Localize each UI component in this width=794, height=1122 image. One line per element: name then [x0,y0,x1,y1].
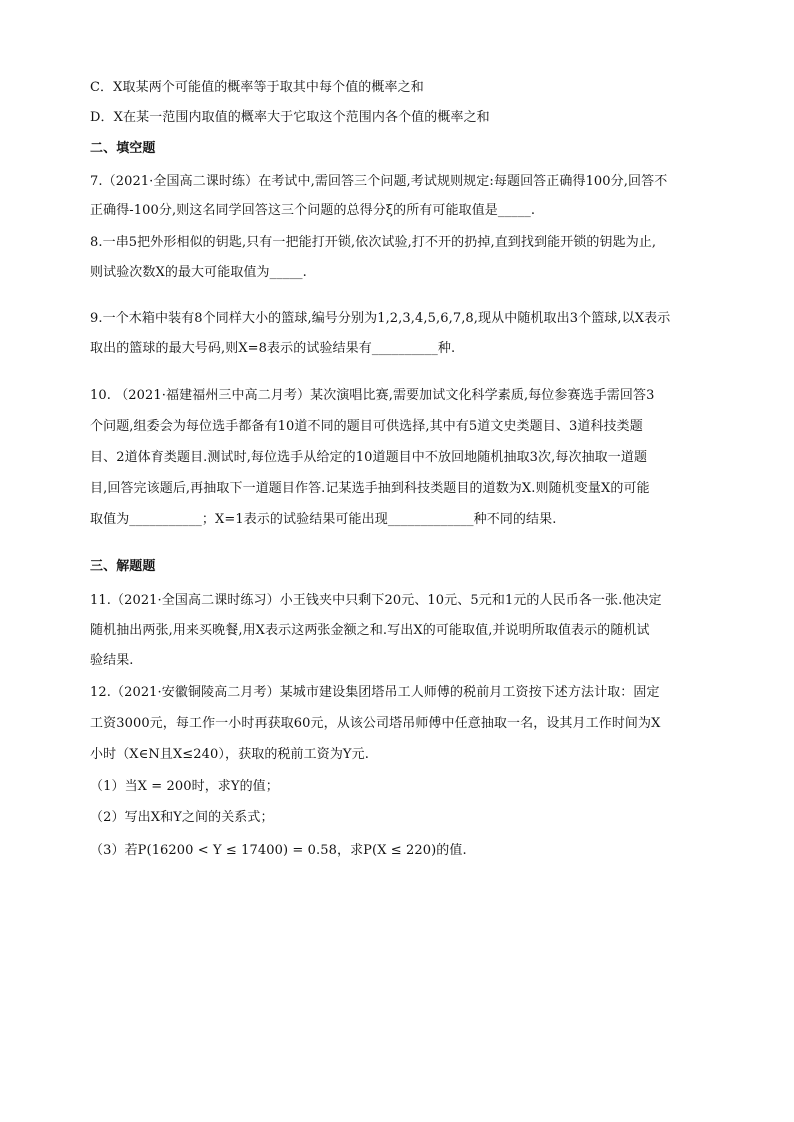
question-7-line-2: 正确得-100分,则这名同学回答这三个问题的总得分ξ的所有可能取值是_____. [90,203,536,218]
question-10-line-1: 10. （2021·福建福州三中高二月考）某次演唱比赛,需要加试文化科学素质,每位参赛选手需回答3 [90,388,655,403]
question-10-line-3: 目、2道体育类题目.测试时,每位选手从给定的10道题目中不放回地随机抽取3次,每次抽取一道题 [90,450,648,465]
question-12-part-3: （3）若P(16200 < Y ≤ 17400) = 0.58，求P(X ≤ 220)的值. [90,843,467,858]
option-d: D．X在某一范围内取值的概率大于它取这个范围内各个值的概率之和 [90,110,490,125]
question-11-line-1: 11.（2021·全国高二课时练习）小王钱夹中只剩下20元、10元、5元和1元的人民币各一张.他决定 [90,593,662,608]
question-7-line-1: 7.（2021·全国高二课时练）在考试中,需回答三个问题,考试规则规定:每题回答正确得100分,回答不 [90,174,668,189]
question-10-line-2: 个问题,组委会为每位选手都备有10道不同的题目可供选择,其中有5道文史类题目、3道科技类题 [90,419,643,434]
question-11-line-3: 验结果. [90,653,134,668]
question-10-line-4: 目,回答完该题后,再抽取下一道题目作答.记某选手抽到科技类题目的道数为X.则随机变量X的可能 [90,481,650,496]
question-9-line-2: 取出的篮球的最大号码,则X=8表示的试验结果有__________种. [90,341,456,356]
question-11-line-2: 随机抽出两张,用来买晚餐,用X表示这两张金额之和.写出X的可能取值,并说明所取值表示的随机试 [90,623,650,638]
section-fill-in-heading: 二、填空题 [90,141,156,156]
question-9-line-1: 9.一个木箱中装有8个同样大小的篮球,编号分别为1,2,3,4,5,6,7,8,现从中随机取出3个篮球,以X表示 [90,311,671,326]
question-8-line-1: 8.一串5把外形相似的钥匙,只有一把能打开锁,依次试验,打不开的扔掉,直到找到能开锁的钥匙为止, [90,235,657,250]
question-8-line-2: 则试验次数X的最大可能取值为_____. [90,265,307,280]
question-12-line-1: 12.（2021·安徽铜陵高二月考）某城市建设集团塔吊工人师傅的税前月工资按下述方法计取：固定 [90,685,660,700]
question-12-part-1: （1）当X = 200时，求Y的值； [90,779,279,794]
question-12-line-3: 小时（X∈N且X≤240），获取的税前工资为Y元. [90,747,369,762]
question-10-line-5: 取值为___________；X=1表示的试验结果可能出现_____________种不同的结果. [90,512,557,527]
question-12-part-2: （2）写出X和Y之间的关系式； [90,810,274,825]
option-c: C．X取某两个可能值的概率等于取其中每个值的概率之和 [90,80,424,95]
question-12-line-2: 工资3000元，每工作一小时再获取60元，从该公司塔吊师傅中任意抽取一名，设其月工作时间为X [90,716,661,731]
section-solve-heading: 三、解题题 [90,559,156,574]
